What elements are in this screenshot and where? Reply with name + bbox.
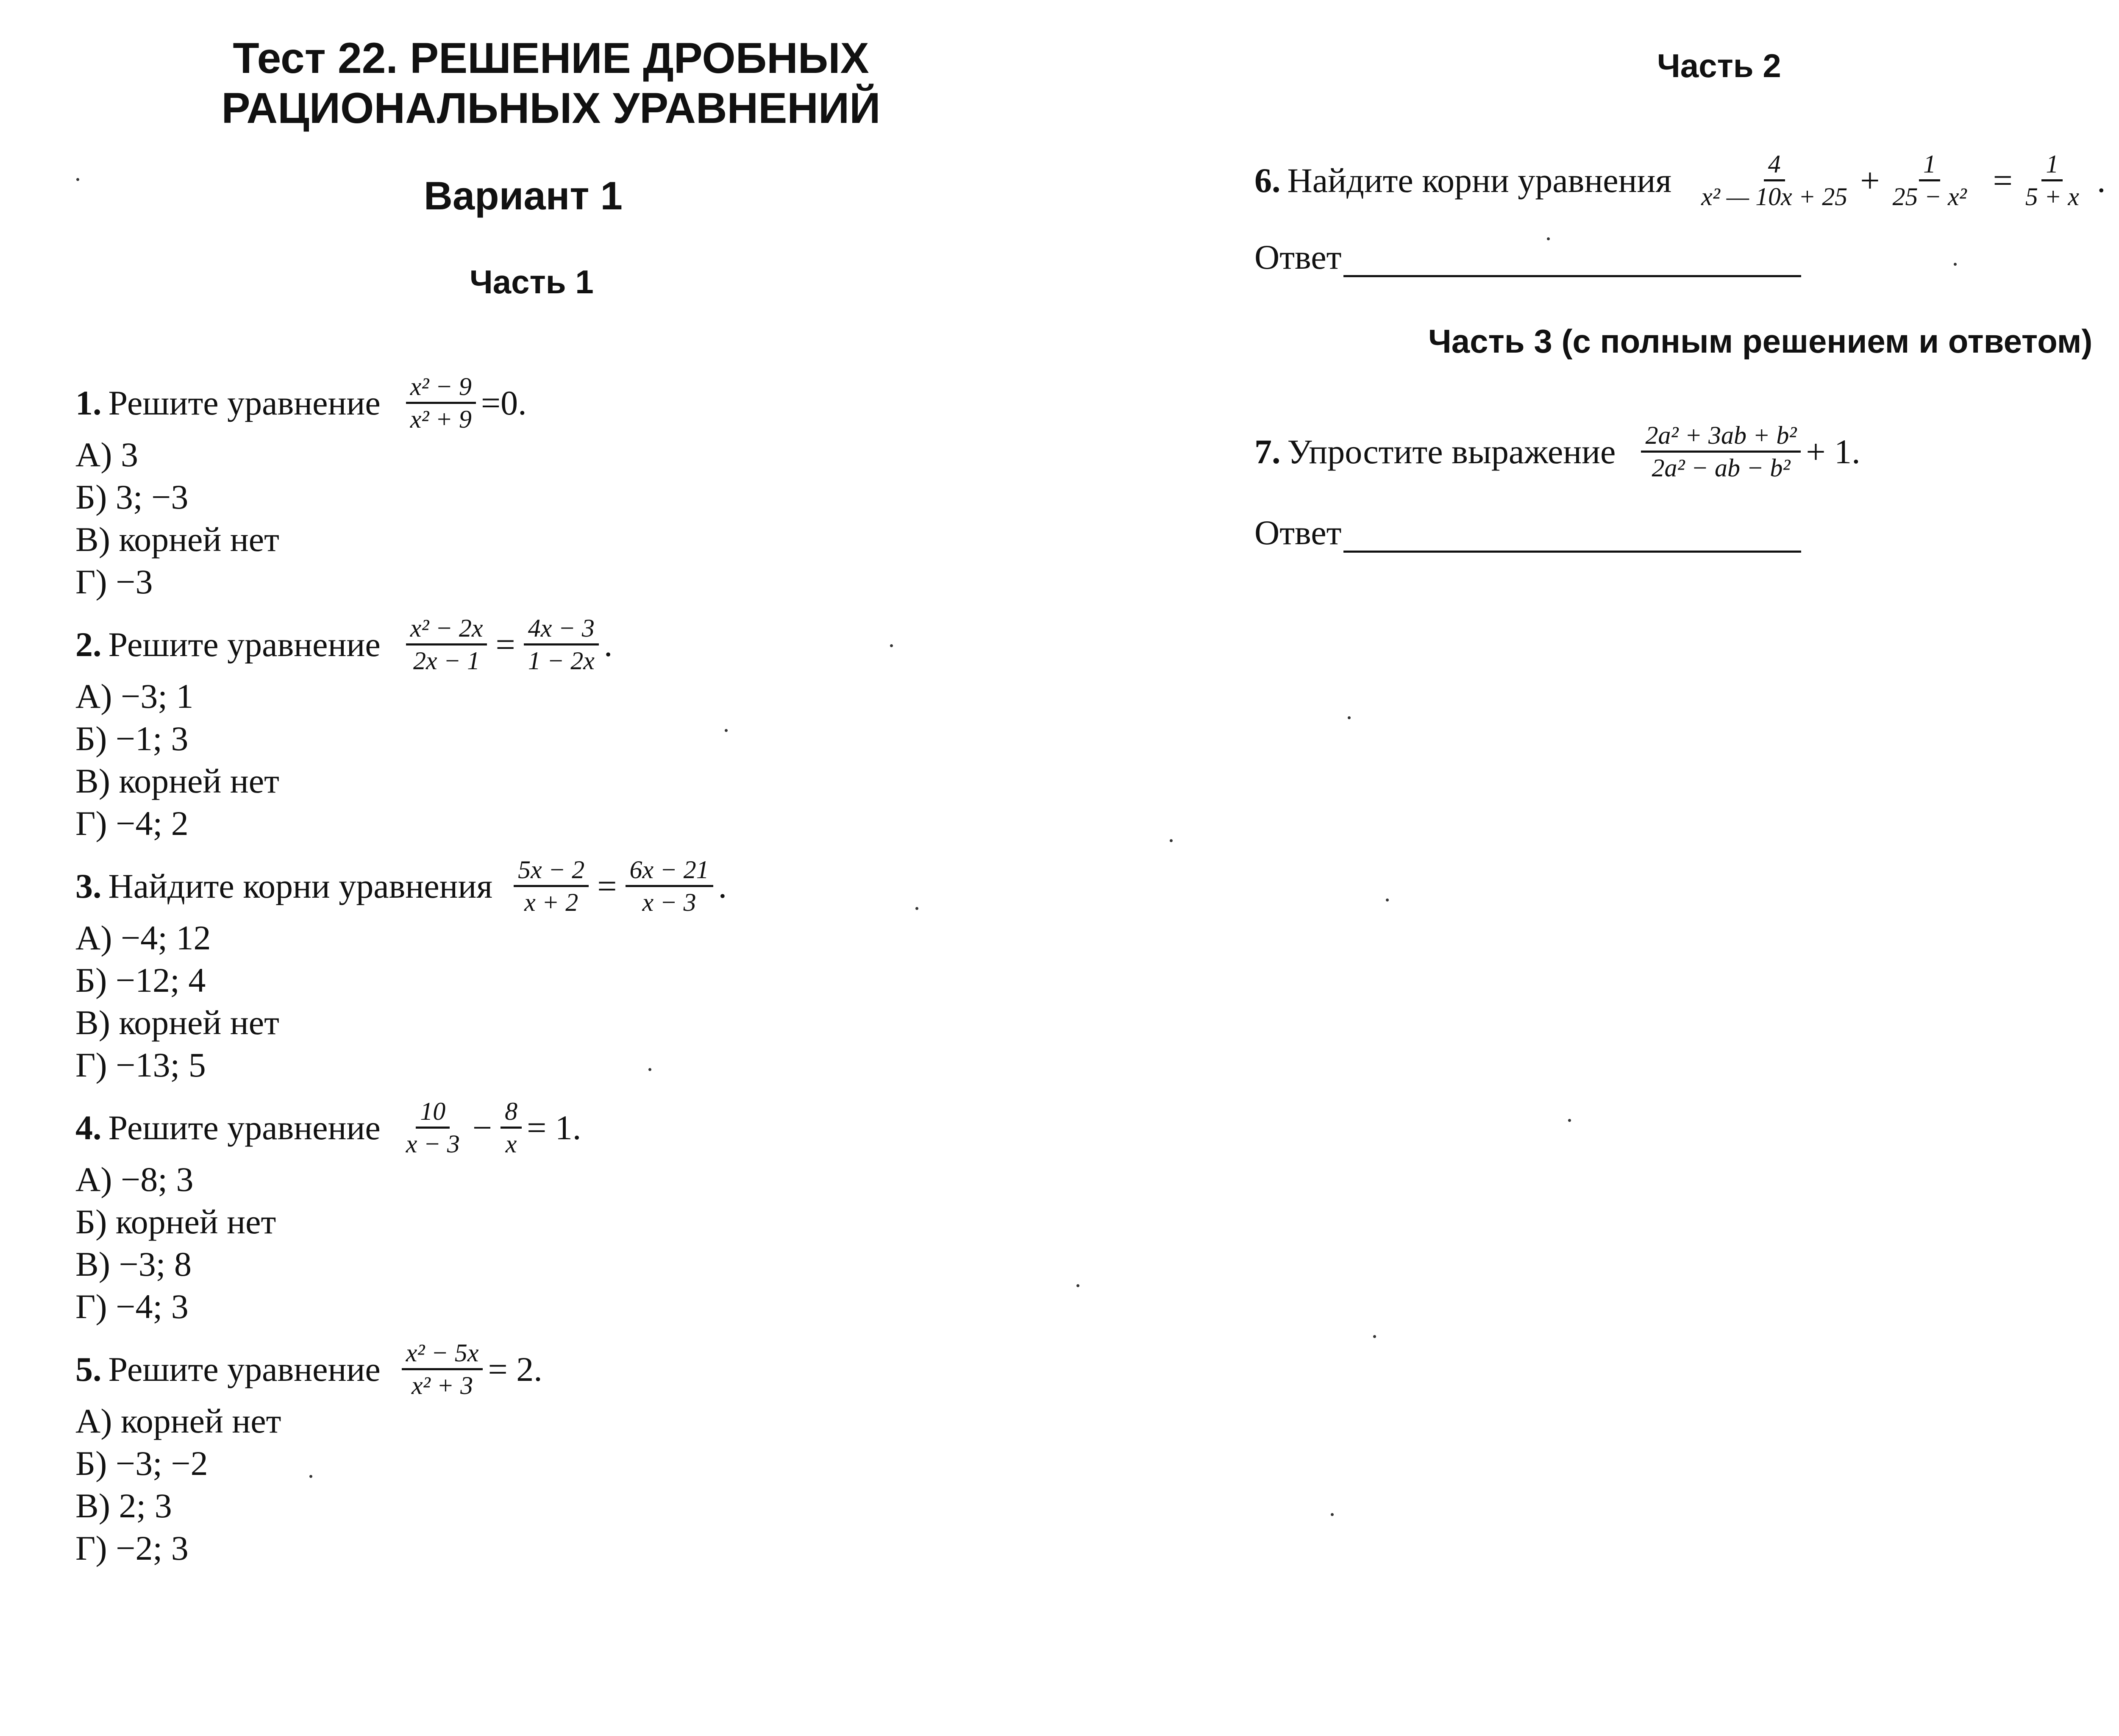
test-title-line2: РАЦИОНАЛЬНЫХ УРАВНЕНИЙ — [221, 84, 881, 132]
fraction — [514, 856, 589, 916]
option-c[interactable]: В) 2; 3 — [75, 1486, 172, 1525]
numerator: 2a² + 3ab + b² — [1641, 422, 1801, 453]
fraction — [1641, 422, 1801, 481]
answer-options — [75, 1158, 581, 1328]
fraction — [524, 615, 599, 674]
option-b[interactable]: Б) −1; 3 — [75, 719, 189, 758]
scan-speck — [1954, 263, 1957, 266]
operator: = — [495, 625, 515, 664]
numerator: x² − 9 — [406, 373, 476, 404]
task-3 — [75, 856, 727, 1086]
task-2 — [75, 615, 612, 845]
scan-speck — [1170, 839, 1173, 842]
fraction — [501, 1098, 522, 1157]
task-number: 4. — [75, 1108, 102, 1147]
scan-speck — [1386, 899, 1389, 901]
task-number: 2. — [75, 625, 102, 664]
option-c[interactable]: В) −3; 8 — [75, 1245, 192, 1283]
test-title-line1: Тест 22. РЕШЕНИЕ ДРОБНЫХ — [233, 34, 869, 82]
numerator: x² − 5x — [402, 1339, 483, 1370]
scan-speck — [1373, 1335, 1376, 1338]
task-text: Решите уравнение — [108, 1349, 381, 1388]
denominator: x² — 10x + 25 — [1701, 183, 1848, 211]
variant-heading: Вариант 1 — [424, 173, 623, 218]
option-b[interactable]: Б) 3; −3 — [75, 478, 189, 516]
numerator: x² − 2x — [406, 615, 487, 645]
scan-speck — [1348, 716, 1351, 719]
denominator: x² + 9 — [410, 405, 472, 433]
part3-heading: Часть 3 (с полным решением и ответом) — [1428, 323, 2093, 360]
task-number: 5. — [75, 1349, 102, 1388]
scan-speck — [915, 907, 918, 910]
answer-options — [75, 434, 527, 603]
option-c[interactable]: В) корней нет — [75, 762, 279, 800]
fraction — [1697, 150, 1852, 210]
fraction — [626, 856, 713, 916]
task-number: 7. — [1254, 432, 1281, 471]
numerator: 4x − 3 — [524, 615, 599, 645]
task-text: Решите уравнение — [108, 383, 381, 422]
equation-tail: + 1. — [1806, 432, 1860, 471]
numerator: 1 — [1919, 150, 1940, 181]
option-a[interactable]: А) корней нет — [75, 1402, 281, 1440]
option-d[interactable]: Г) −2; 3 — [75, 1529, 189, 1567]
task-text: Найдите корни уравнения — [108, 866, 493, 905]
operator: = — [1993, 161, 2013, 200]
answer-field-6[interactable] — [1254, 237, 1801, 277]
scan-speck — [725, 729, 728, 732]
numerator: 6x − 21 — [626, 856, 713, 887]
numerator: 4 — [1764, 150, 1785, 181]
equation-tail: . — [603, 625, 613, 664]
option-c[interactable]: В) корней нет — [75, 520, 279, 559]
option-d[interactable]: Г) −4; 3 — [75, 1287, 189, 1326]
scan-speck — [890, 644, 893, 647]
task-text: Упростите выражение — [1287, 432, 1616, 471]
answer-field-7[interactable] — [1254, 513, 1801, 553]
task-5 — [75, 1339, 542, 1569]
equation-tail: = 2. — [488, 1349, 542, 1388]
task-1 — [75, 373, 527, 603]
scan-speck — [1568, 1119, 1571, 1122]
test-title — [203, 33, 898, 133]
denominator: 25 − x² — [1892, 183, 1967, 211]
fraction — [402, 1098, 464, 1157]
part2-heading: Часть 2 — [1657, 47, 1781, 84]
operator: − — [472, 1108, 492, 1147]
option-d[interactable]: Г) −3 — [75, 562, 153, 601]
denominator: x² + 3 — [412, 1372, 473, 1399]
denominator: 2a² − ab − b² — [1652, 454, 1791, 482]
answer-line[interactable] — [1343, 245, 1801, 277]
part1-heading: Часть 1 — [470, 263, 594, 300]
scan-speck — [1547, 237, 1550, 240]
scan-speck — [1331, 1513, 1334, 1516]
task-text: Найдите корни уравнения — [1287, 161, 1672, 200]
denominator: 1 − 2x — [528, 647, 595, 675]
denominator: 5 + x — [2025, 183, 2079, 211]
equation-tail: . — [2097, 161, 2106, 200]
option-d[interactable]: Г) −4; 2 — [75, 804, 189, 843]
fraction — [406, 373, 476, 433]
answer-options — [75, 917, 727, 1086]
scan-speck — [309, 1475, 312, 1478]
option-c[interactable]: В) корней нет — [75, 1003, 279, 1042]
task-7 — [1254, 422, 1860, 481]
option-a[interactable]: А) 3 — [75, 435, 139, 474]
answer-options — [75, 675, 612, 845]
task-4 — [75, 1098, 581, 1328]
numerator: 10 — [416, 1098, 450, 1129]
operator: + — [1860, 161, 1880, 200]
numerator: 1 — [2041, 150, 2063, 181]
task-text: Решите уравнение — [108, 1108, 381, 1147]
answer-label: Ответ — [1254, 238, 1342, 276]
option-b[interactable]: Б) −3; −2 — [75, 1444, 208, 1483]
option-d[interactable]: Г) −13; 5 — [75, 1046, 206, 1084]
scan-speck — [76, 178, 79, 181]
scan-speck — [1076, 1284, 1079, 1287]
option-a[interactable]: А) −4; 12 — [75, 918, 211, 957]
task-number: 6. — [1254, 161, 1281, 200]
equation-tail: . — [718, 866, 727, 905]
option-b[interactable]: Б) корней нет — [75, 1202, 276, 1241]
task-6 — [1254, 150, 2105, 210]
scan-speck — [648, 1068, 651, 1071]
denominator: x — [505, 1130, 517, 1158]
option-b[interactable]: Б) −12; 4 — [75, 961, 206, 999]
equation-tail: = 1. — [527, 1108, 581, 1147]
option-a[interactable]: А) −3; 1 — [75, 677, 194, 715]
equation-tail: =0. — [481, 383, 527, 422]
task-text: Решите уравнение — [108, 625, 381, 664]
fraction — [1888, 150, 1971, 210]
task-number: 1. — [75, 383, 102, 422]
denominator: x − 3 — [642, 888, 696, 916]
operator: = — [597, 866, 617, 905]
fraction — [406, 615, 487, 674]
answer-label: Ответ — [1254, 513, 1342, 552]
option-a[interactable]: А) −8; 3 — [75, 1160, 194, 1199]
fraction — [2021, 150, 2083, 210]
denominator: x − 3 — [406, 1130, 460, 1158]
denominator: 2x − 1 — [413, 647, 480, 675]
numerator: 5x − 2 — [514, 856, 589, 887]
answer-options — [75, 1400, 542, 1569]
denominator: x + 2 — [524, 888, 578, 916]
fraction — [402, 1339, 483, 1399]
answer-line[interactable] — [1343, 521, 1801, 553]
task-number: 3. — [75, 866, 102, 905]
numerator: 8 — [501, 1098, 522, 1129]
